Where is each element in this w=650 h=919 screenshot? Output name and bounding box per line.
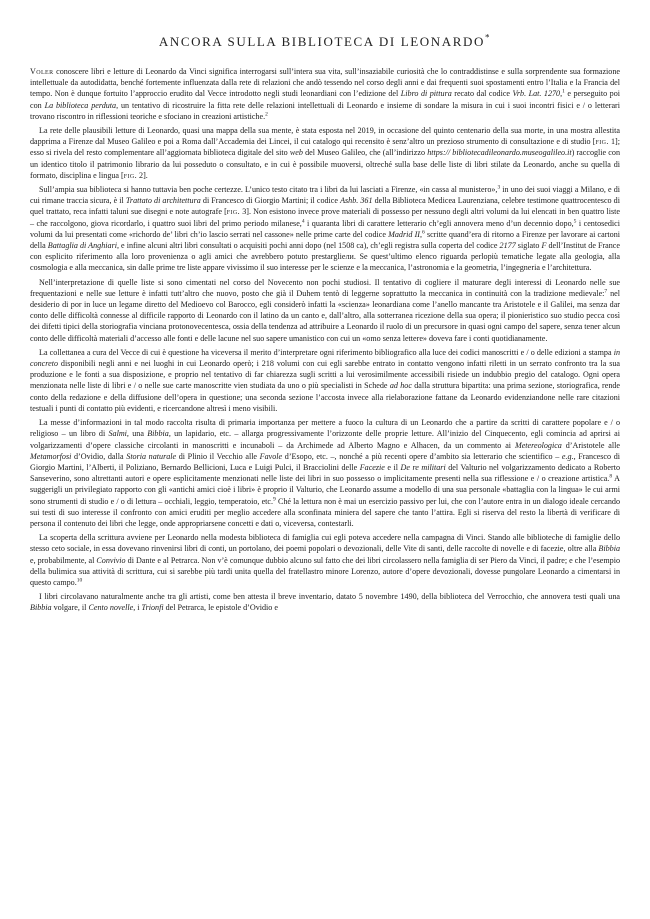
italic-text: in concreto xyxy=(30,347,620,369)
text-run: di Dante e al Petrarca. Non v’è comunque dubbio alcuno sul fatto che dei libri circolassero nella famiglia di ser Piero da Vinci, il padre; e che l’esempio della bulimica sua attività di scrittura, cui si sarebbe più tardi unita quella del fratellastro minore Lorenzo, autore d’opere devozionali, dovesse pungolare Leonardo a cimentarsi in questo campo. xyxy=(30,555,620,587)
text-run: , xyxy=(560,89,563,99)
article-title xyxy=(0,34,650,50)
footnote-marker: 5 xyxy=(573,217,577,224)
text-run: siglato xyxy=(515,241,542,251)
italic-text: Madrid II xyxy=(388,229,420,239)
italic-text: Favole xyxy=(259,451,283,461)
italic-text: e.g. xyxy=(561,451,574,461)
text-run: e, probabilmente, al xyxy=(30,555,97,565)
text-run: nel desiderio di por in luce un legame diretto del Medioevo col Barocco, egli considerò infatti la «scienza» leonardiana come l’anello mancante tra Aristotele e il Galilei, ma senza dar conto delle difficoltà connesse al difficile rapporto di Leonardo con il latino da un canto e, dall’altro, alla sotterranea ricezione della sua opera; il pionieristico suo studio pecca così dei difetti tipici della storiografia vinciana protonovecentesca, ossia della tendenza ad attribuire a Leonardo il ruolo di un precursore in quasi ogni campo del sapere, senza tener alcun conto delle difficoltà materiali d’accesso alle fonti e delle lacune nel suo sapere umanistico con cui un «omo senza lettere» doveva fare i conti quotidianamente. xyxy=(30,288,620,343)
text-run: conoscere libri e letture di Leonardo da Vinci significa interrogarsi sull’intera sua vita, sull’insaziabile curiosità che lo contraddistinse e sulla sorprendente sua formazione intellettuale da autodidatta, benché fortemente influenzata dalla rete di relazioni che andò tessendo nel corso degli anni e dai frequenti suoi spostamenti entro l’Italia e la Francia del tempo. Non è dunque fortuito l’approccio erudito dal Vecce introdotto negli studi leonardiani con l’edizione del xyxy=(30,67,620,99)
italic-text: Facezie xyxy=(359,462,385,472)
small-caps-text: fig. xyxy=(595,137,609,147)
italic-text: Vrb. Lat. 1270 xyxy=(512,89,561,99)
italic-text: web xyxy=(289,148,303,158)
text-run: , un lapidario, etc. – allarga progressivamente l’orizzonte delle proprie letture. All’inizio del Cinquecento, egli comincia ad aprirsi ai volgarizzamenti d’opere classiche circolanti in manoscritti e incunaboli – da Archimede ad Alberto Magno e Alhacen, da un commento ai xyxy=(30,429,620,450)
italic-text: Trattato di architettura xyxy=(125,196,201,206)
text-run: d’Ovidio, dalla xyxy=(71,451,127,461)
italic-text: Bibbia xyxy=(598,544,620,554)
text-run: dalla struttura bipartita: una prima sezione, storiografica, rende conto della redazione e della diffusione dell’opera in questione; una seconda sezione l’accosta invece alla rielaborazione fattane da Leonardo evidenziandone nelle rare citazioni testuali i punti di contatto più evidenti, e ricercandone altresì i meno visibili. xyxy=(30,381,620,413)
title-footnote-mark: * xyxy=(485,32,492,43)
text-run: della Biblioteca Medicea Laurenziana, celebre testimone quattrocentesco di quel trattato, reca infatti taluni sue disegni e note autografe [ xyxy=(30,196,620,217)
italic-text: 2177 xyxy=(499,241,516,251)
text-run: e il xyxy=(384,462,401,472)
text-run: 3]. Non esistono invece prove materiali di possesso per nessuno degli altri volumi da lui elencati in ben quattro liste – che raccolgono, giova ricordarlo, i quattro suoi libri del primo periodo milanese, xyxy=(30,207,620,228)
small-caps-text: fig. xyxy=(226,207,241,217)
text-run: , Francesco di Giorgio Martini, l’Alberti, il Poliziano, Bernardo Bellicioni, Luca e Luigi Pulci, il Bracciolini delle xyxy=(30,451,620,472)
paragraph xyxy=(30,417,620,529)
italic-text: Battaglia di Anghiari xyxy=(47,241,117,251)
italic-text: Ashb. 361 xyxy=(340,196,373,206)
text-run: Sull’ampia sua biblioteca si hanno tuttavia ben poche certezze. L’unico testo citato tra i libri da lui lasciati a Firenze, «in cassa al munistero», xyxy=(39,185,498,195)
paragraph xyxy=(30,66,620,122)
italic-text: La biblioteca perduta xyxy=(44,100,117,110)
italic-text: Bibbia xyxy=(147,429,169,439)
paragraph xyxy=(30,591,620,613)
footnote-marker: 4 xyxy=(301,217,305,224)
text-run: volgare, il xyxy=(51,603,89,613)
paragraph xyxy=(30,125,620,181)
text-run: i centosedici volumi da lui presentati come «richordo de’ libri ch’io lascio serrati nel cassone» nelle prime carte del codice xyxy=(30,218,621,239)
text-run: del Museo Galileo, che (all’indirizzo xyxy=(302,148,428,158)
footnote-marker: 3 xyxy=(497,184,501,191)
text-run: , un tentativo di ricostruire la fitta rete delle relazioni intellettuali di Leonardo e insieme di sondare la misura in cui i suoi incontri fisici e / o letterari trovano riscontro in riflessioni teoriche e sfociano in creazioni artistiche. xyxy=(30,100,620,121)
small-caps-text: Voler xyxy=(30,67,54,76)
italic-text: Metamorfosi xyxy=(30,451,72,461)
text-run: , xyxy=(419,229,423,239)
footnote-marker: 2 xyxy=(265,111,268,118)
italic-text: Bibbia xyxy=(30,603,52,613)
text-run: La messe d’informazioni in tal modo raccolta risulta di primaria importanza per mettere a fuoco la cultura di un Leonardo che a partire da scritti di carattere popolare e / o religioso – un libro di xyxy=(30,418,620,439)
text-run: dell’Institut de France con esplicito riferimento alla loro provenienza o agli amici che avrebbero potuto prestargliели. Se quest’ultimo elenco riguarda perlopiù tematiche legate alla geologia, alla cosmologia e alla meccanica, sin dalle prime tre liste appare vivissimo il suo interesse per le scienze e la meccanica, l’astronomia e la geometria, l’ingegneria e l’architettura. xyxy=(30,241,620,273)
text-run: I libri circolavano naturalmente anche tra gli artisti, come ben attesta il breve inventario, datato 5 novembre 1490, della biblioteca del Verrocchio, che annovera testi quali una xyxy=(39,592,620,602)
paragraph xyxy=(30,277,620,344)
text-run: 2]. xyxy=(137,170,148,180)
footnote-marker: 7 xyxy=(604,288,608,295)
text-run: scritte quand’era di ritorno a Firenze per lavorare ai cartoni della xyxy=(30,229,620,251)
italic-text: De re militari xyxy=(400,462,446,472)
text-run: recato dal codice xyxy=(451,89,513,99)
text-run: i quaranta libri di carattere letterario ch’egli annovera meno d’un decennio dopo, xyxy=(304,218,574,228)
italic-text: Libro di pittura xyxy=(400,89,452,99)
text-run: La rete delle plausibili letture di Leonardo, quasi una mappa della sua mente, è stata esposta nel 2019, in occasione del quinto centenario della sua morte, in una mostra allestita dapprima a Firenze dal Museo Galileo e poi a Roma dall’Accademia dei Lincei, il cui catalogo qui recensito è senz’altro un prezioso strumento di consultazione e di studio [ xyxy=(30,126,620,147)
paragraph xyxy=(30,184,620,274)
footnote-marker: 9 xyxy=(273,495,276,502)
text-run: del Valturio nel volgarizzamento dedicato a Roberto Sanseverino, sono altrettanti autori e opere esplicitamente menzionati nelle liste dei libri in suo possesso o implicitamente presenti nella sua riflessione e / o creazione artistica. xyxy=(30,462,620,484)
text-run: d’Esopo, etc. –, nonché a più recenti opere d’ambito sia letterario che scientifico – xyxy=(282,451,562,461)
article-title-text: ANCORA SULLA BIBLIOTECA DI LEONARDO xyxy=(158,34,485,49)
italic-text: Cento novelle xyxy=(88,603,134,613)
text-run: di Plinio il Vecchio alle xyxy=(176,451,260,461)
small-caps-text: fig. xyxy=(123,170,138,180)
text-run: in uno dei suoi viaggi a Milano, e di cui rimane traccia sicura, è il xyxy=(30,185,620,206)
text-run: e perseguito poi con xyxy=(30,89,620,110)
text-run: , i xyxy=(133,603,142,613)
italic-text: https:// bibliotecadileonardo.museogalileo.it xyxy=(427,148,572,158)
text-run: Nell’interpretazione di quelle liste si sono cimentati nel corso del Novecento non pochi studiosi. Il tentativo di cogliere il maturare degli interessi di Leonardo nelle sue frequentazioni e nelle sue letture è infatti tutt’altro che nuovo, posto che già il Duhem tentò di leggerne soprattutto la meccanica in continuità con la tradizione medievale: xyxy=(30,277,620,298)
italic-text: Convivio xyxy=(96,555,126,565)
text-run: Ché la lettura non è mai un esercizio passivo per lui, che con l’autore entra in un dialogo ideale cercando sui testi di suo interesse il confronto con amici eruditi per meglio accedere alla sconfinata miniera del sapere che tanto l’attira. Egli si riserva del resto la libertà di verificare di persona il contenuto dei libri che legge, onde appropriarsene concetti e dati o, viceversa, contestarli. xyxy=(30,496,620,528)
italic-text: Salmi xyxy=(108,429,127,439)
footnote-marker: 6 xyxy=(422,229,425,236)
paragraph xyxy=(30,347,620,414)
italic-text: F xyxy=(541,241,547,251)
footnote-marker: 8 xyxy=(609,473,613,480)
text-run: ) raccoglie con un identico titolo il patrimonio librario da lui posseduto o consultato, e in cui è possibile muoversi, oltreché sulla base delle liste di libri stilate da Leonardo, anche su quella di formato, disciplina e lingua [ xyxy=(30,148,620,180)
text-run: 1]; esso si rivela del resto complementare all’aggiornata biblioteca digitale del sito xyxy=(30,137,620,158)
text-run: La scoperta della scrittura avviene per Leonardo nella modesta biblioteca di famiglia cui egli poteva accedere nella campagna di Vinci. Stando alle biblioteche di famiglie dello stesso ceto sociale, in essa dovevano rinvenirsi libri di conti, un portolano, dei poemi popolari o devozionali, delle Vite di santi, delle raccolte di novelle e di facezie, oltre alla xyxy=(30,533,620,554)
italic-text: Trionfi xyxy=(141,603,164,613)
text-run: A suggerigli un privilegiato rapporto con gli «antichi amici cioè i libri» è proprio il Valturio, che Leonardo assume a modello di una sua personale «battaglia con la lingua» le cui armi sono strumenti di studio e / o di lettura – occhiali, leggio, temperatoio, etc. xyxy=(30,474,621,506)
footnote-marker: 10 xyxy=(76,577,83,584)
italic-text: ad hoc xyxy=(389,381,412,391)
text-run: , e infine alcuni altri libri consultati o acquisiti pochi anni dopo (nel 1508 ca), ch’egli registra sulla coperta del codice xyxy=(116,241,500,251)
text-run: disponibili negli anni e nei luoghi in cui Leonardo operò; i 218 volumi con cui egli sarebbe entrato in contatto vengono infatti riletti in un serrato confronto tra la sua produzione e le fonti a sua disposizione, e proprio nel tentativo di far chiarezza sugli scritti a lui verosimilmente accessibili risiede un indubbio pregio del catalogo. Ogni opera menzionata nelle liste di libri e / o nelle sue carte manoscritte vien studiata da uno o più specialisti in Schede xyxy=(30,359,620,391)
paragraph xyxy=(30,532,620,588)
text-run: La collettanea a cura del Vecce di cui è questione ha viceversa il merito d’interpretare ogni riferimento bibliografico alla luce dei codici manoscritti e / o delle edizioni a stampa xyxy=(39,347,614,357)
footnote-marker: 1 xyxy=(562,88,565,95)
italic-text: Metereologica xyxy=(514,440,562,450)
text-run: , una xyxy=(126,429,148,439)
italic-text: Storia naturale xyxy=(126,451,177,461)
text-run: di Francesco di Giorgio Martini; il codice xyxy=(200,196,341,206)
text-run: d’Aristotele alle xyxy=(561,440,620,450)
text-run: del Petrarca, le epistole d’Ovidio e xyxy=(163,603,278,613)
article-body xyxy=(30,66,620,617)
